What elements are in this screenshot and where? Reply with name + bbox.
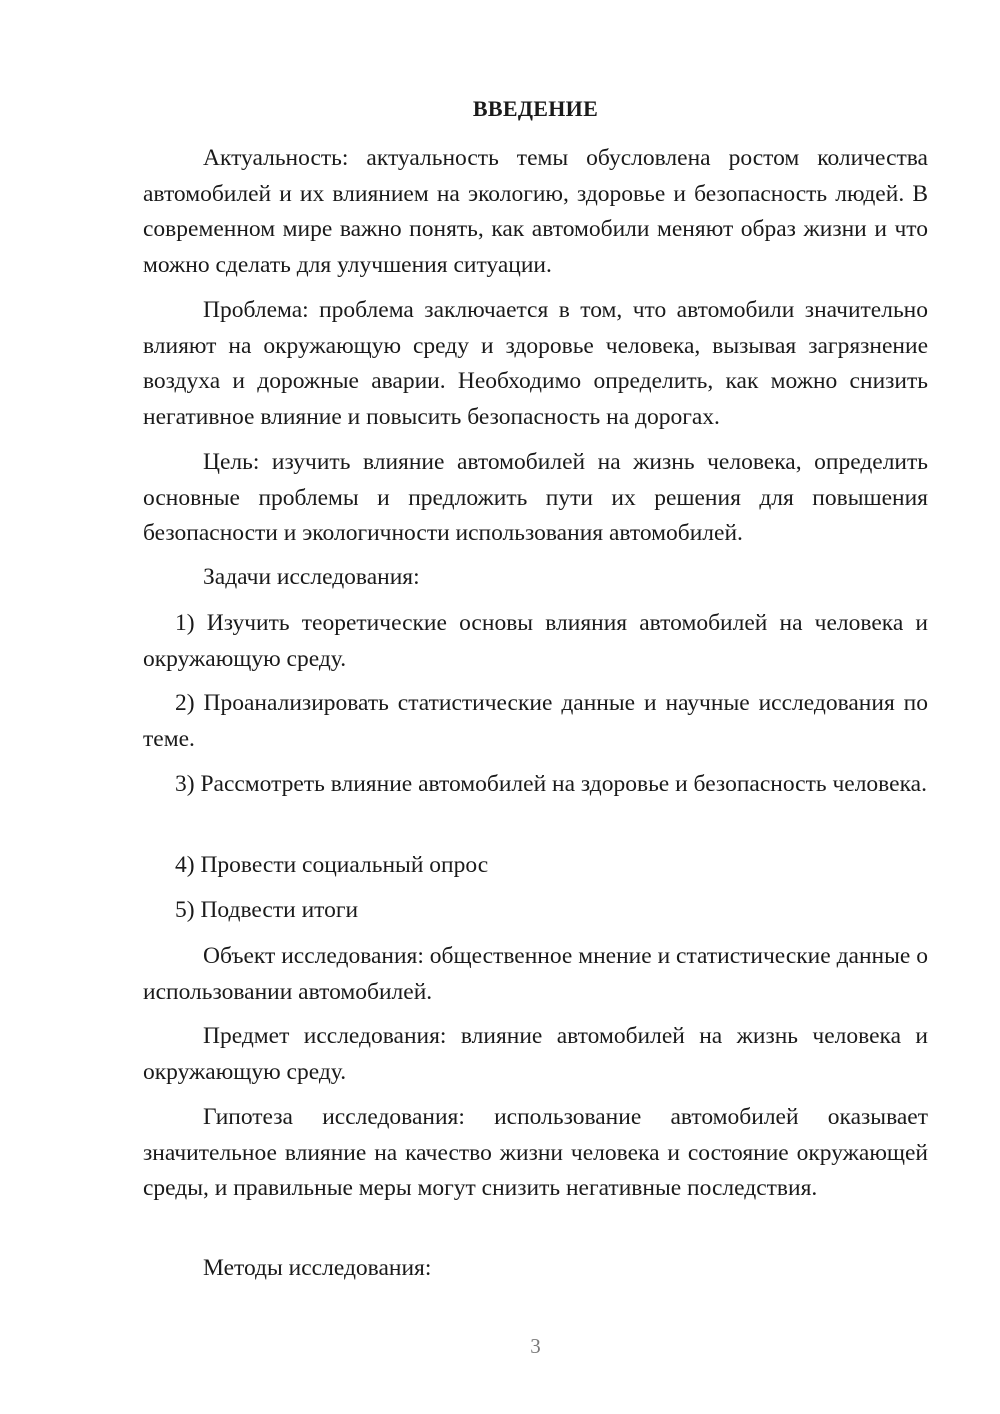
document-page	[143, 0, 928, 1414]
paragraph-goal: Цель: изучить влияние автомобилей на жизнь человека, определить основные проблемы и предложить пути их решения для повышения безопасности и экологичности использования автомобилей.	[143, 449, 928, 546]
paragraph-subject: Предмет исследования: влияние автомобилей на жизнь человека и окружающую среду.	[143, 1023, 928, 1085]
paragraph-hypothesis: Гипотеза исследования: использование автомобилей оказывает значительное влияние на качество жизни человека и состояние окружающей среды, и правильные меры могут снизить негативные последствия.	[143, 1104, 928, 1201]
paragraph-object: Объект исследования: общественное мнение и статистические данные о использовании автомобилей.	[143, 943, 928, 1005]
list-item-task-4: 4) Провести социальный опрос	[175, 852, 489, 878]
paragraph-relevance: Актуальность: актуальность темы обусловлена ростом количества автомобилей и их влиянием на экологию, здоровье и безопасность людей. В современном мире важно понять, как автомобили меняют образ жизни и что можно сделать для улучшения ситуации.	[143, 145, 928, 278]
paragraph-tasks-heading: Задачи исследования:	[203, 564, 420, 590]
page-title: ВВЕДЕНИЕ	[472, 96, 599, 121]
list-item-task-1: 1) Изучить теоретические основы влияния автомобилей на человека и окружающую среду.	[143, 610, 928, 672]
paragraph-problem: Проблема: проблема заключается в том, что автомобили значительно влияют на окружающую среду и здоровье человека, вызывая загрязнение воздуха и дорожные аварии. Необходимо определить, как можно снизить негативное влияние и повысить безопасность на дорогах.	[143, 297, 928, 430]
paragraph-methods-heading: Методы исследования:	[203, 1255, 432, 1281]
list-item-task-5: 5) Подвести итоги	[175, 897, 359, 923]
list-item-task-2: 2) Проанализировать статистические данные и научные исследования по теме.	[143, 690, 928, 752]
page-number: 3	[530, 1334, 541, 1358]
list-item-task-3: 3) Рассмотреть влияние автомобилей на здоровье и безопасность человека.	[175, 771, 927, 797]
